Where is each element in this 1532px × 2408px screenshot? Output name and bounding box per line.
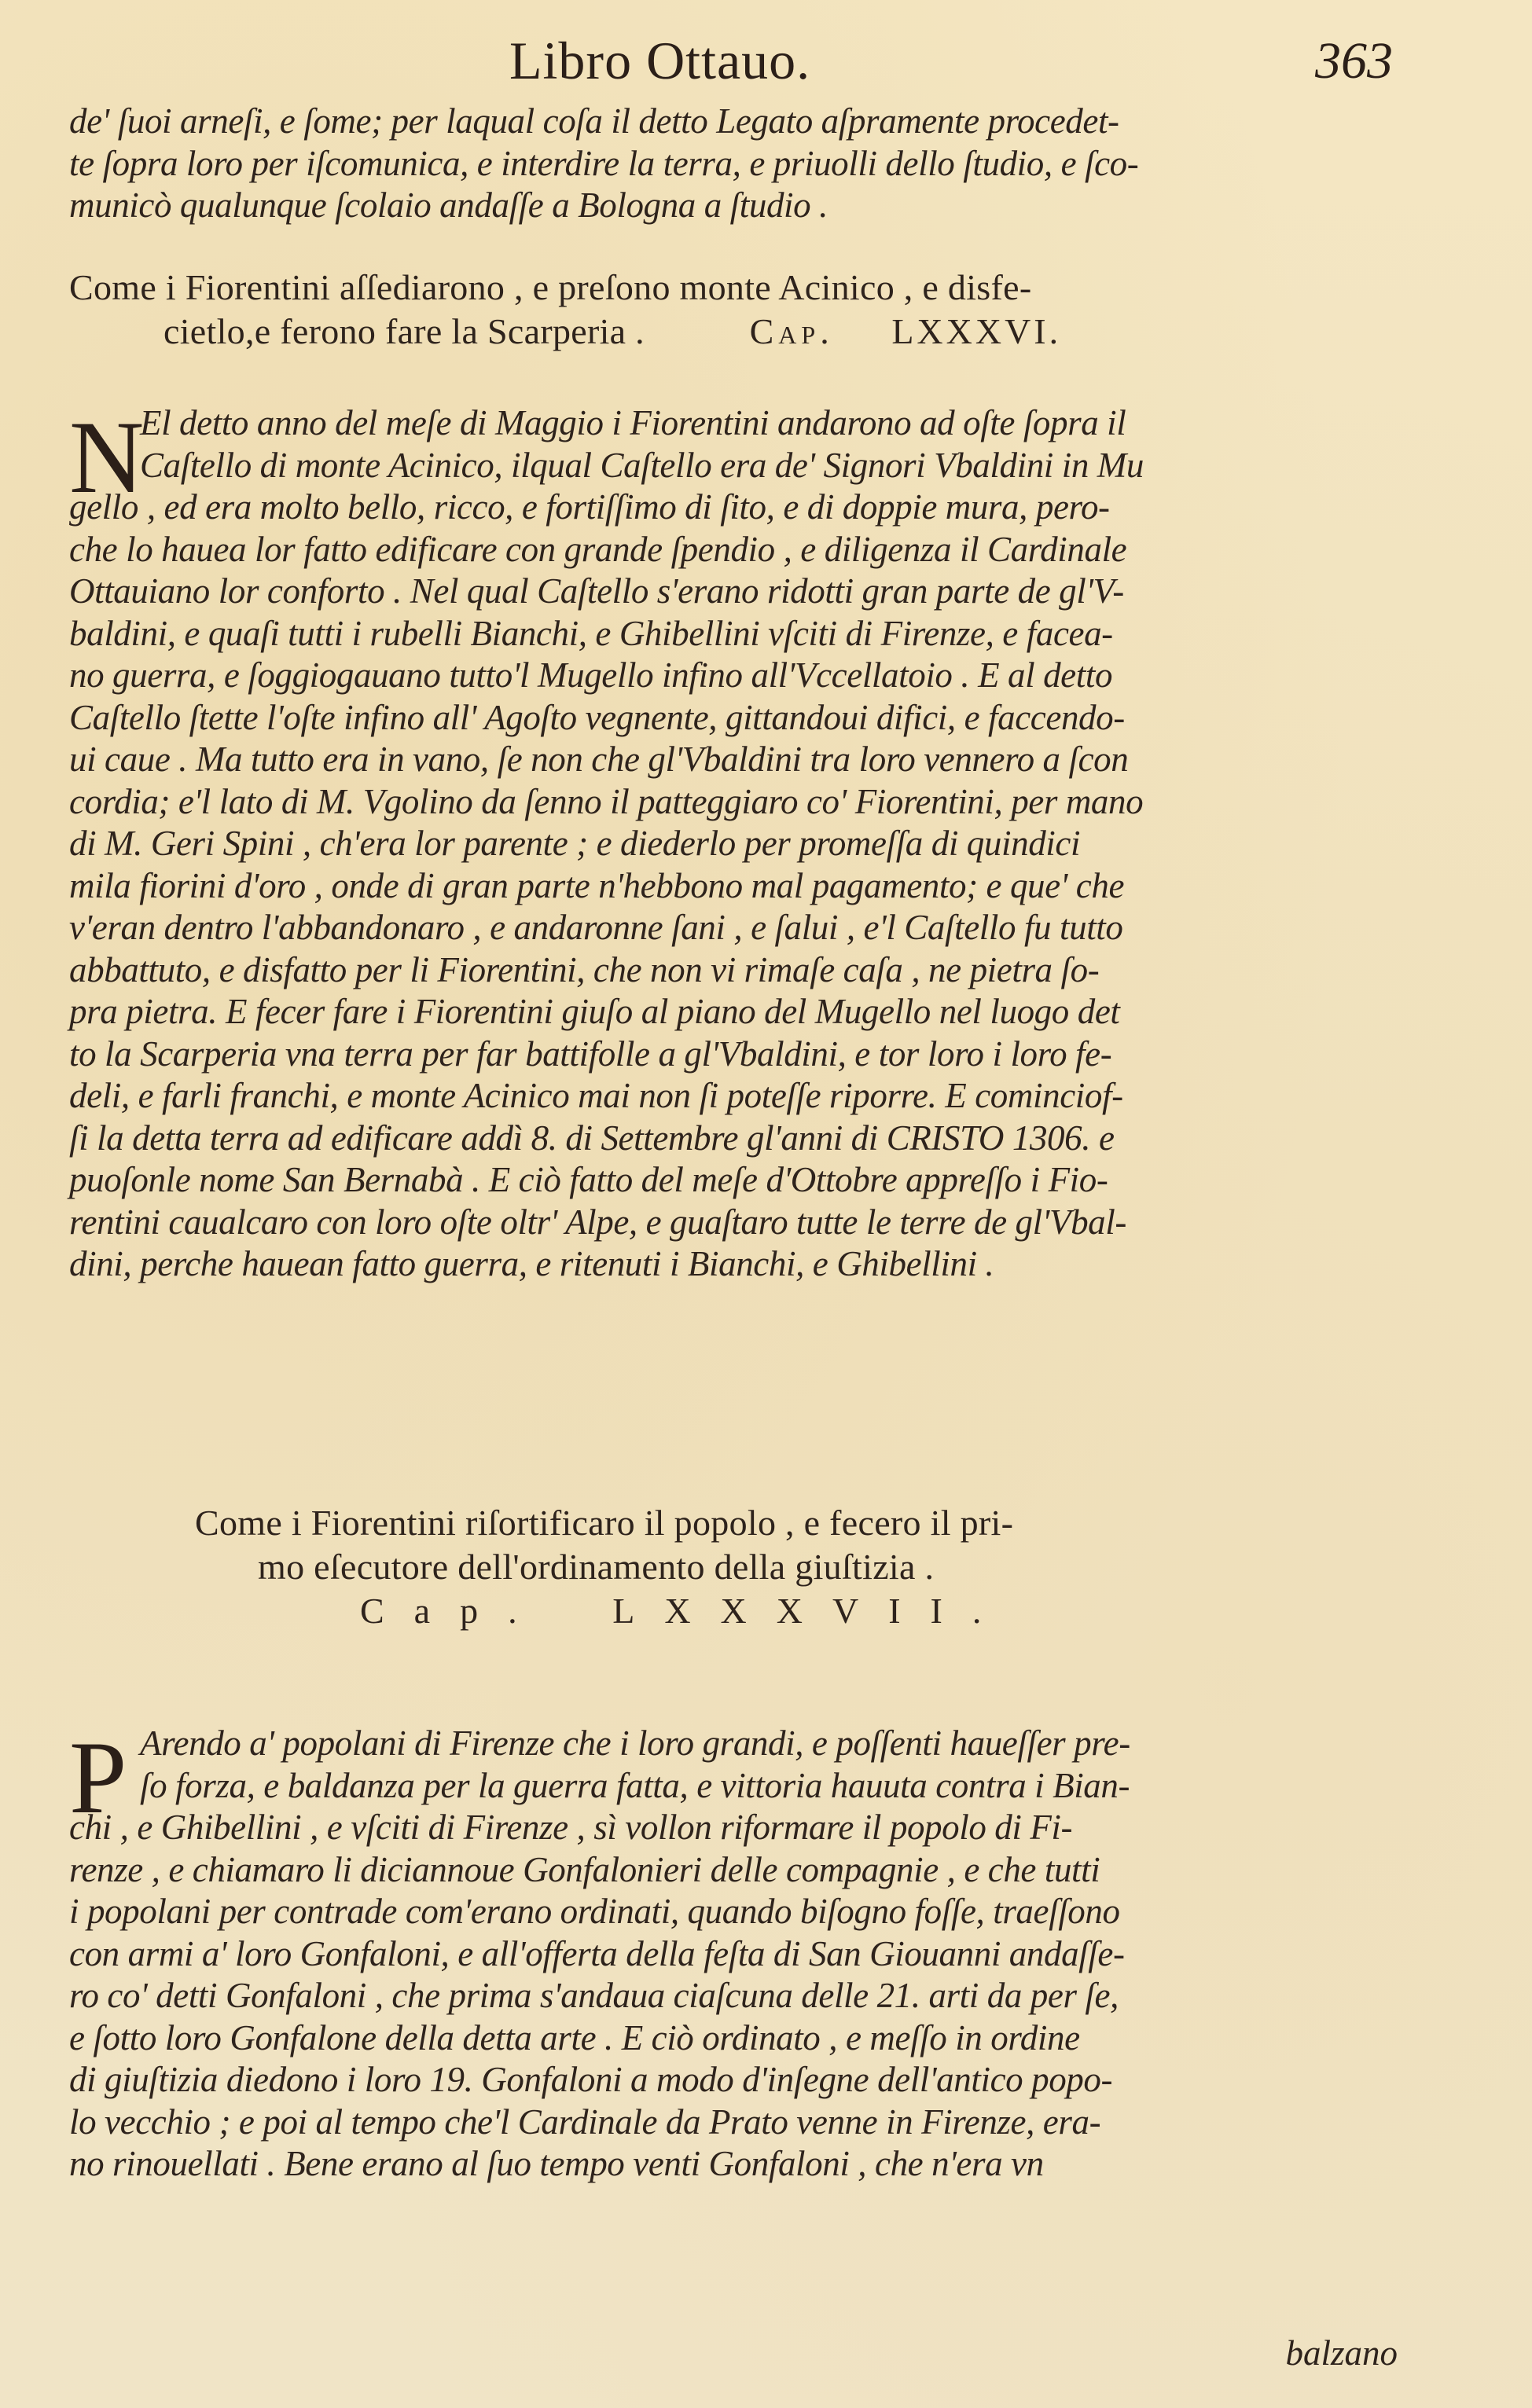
text-line: baldini, e quaſi tutti i rubelli Bianchi, e Ghibellini vſciti di Firenze, e facea- bbox=[69, 613, 1113, 653]
catchword: balzano bbox=[1285, 2333, 1398, 2373]
text-line: gello , ed era molto bello, ricco, e fortiſſimo di ſito, e di doppie mura, pero- bbox=[69, 487, 1110, 527]
text-line: con armi a' loro Gonfaloni, e all'offerta della feſta di San Giouanni andaſſe- bbox=[69, 1933, 1125, 1973]
text-line: di giuſtizia diedono i loro 19. Gonfaloni a modo d'inſegne dell'antico popo- bbox=[69, 2060, 1113, 2099]
continued-paragraph bbox=[69, 101, 1398, 227]
text-line: chi , e Ghibellini , e vſciti di Firenze , sì vollon riformare il popolo di Fi- bbox=[69, 1808, 1073, 1847]
chapter-number: LXXXVII. bbox=[612, 1591, 1012, 1631]
chapter-86-body bbox=[69, 399, 1398, 1286]
text-line: renze , e chiamaro li diciannoue Gonfalonieri delle compagnie , e che tutti bbox=[69, 1849, 1100, 1889]
text-line: puoſonle nome San Bernabà . E ciò fatto del meſe d'Ottobre appreſſo i Fio- bbox=[69, 1160, 1108, 1199]
page-number: 363 bbox=[1315, 32, 1393, 90]
text-line: e ſotto loro Gonfalone della detta arte . E ciò ordinato , e meſſo in ordine bbox=[69, 2017, 1080, 2057]
heading-text: cietlo,e ferono fare la Scarperia . bbox=[163, 311, 645, 351]
text-line: abbattuto, e disfatto per li Fiorentini, che non vi rimaſe caſa , ne pietra ſo- bbox=[69, 949, 1100, 989]
text-line: di M. Geri Spini , ch'era lor parente ; e diederlo per promeſſa di quindici bbox=[69, 824, 1081, 863]
text-line: no guerra, e ſoggiogauano tutto'l Mugello infino all'Vccellatoio . E al detto bbox=[69, 655, 1113, 695]
chapter-label: Cap. bbox=[360, 1591, 547, 1631]
text-line: ro co' detti Gonfaloni , che prima s'andaua ciaſcuna delle 21. arti da per ſe, bbox=[69, 1976, 1119, 2015]
text-line: pra pietra. E fecer fare i Fiorentini giuſo al piano del Mugello nel luogo det bbox=[69, 992, 1120, 1031]
text-line: cordia; e'l lato di M. Vgolino da ſenno il patteggiaro co' Fiorentini, per mano bbox=[69, 781, 1144, 821]
text-line: lo vecchio ; e poi al tempo che'l Cardinale da Prato venne in Firenze, era- bbox=[69, 2101, 1101, 2142]
chapter-number: LXXXVI. bbox=[891, 311, 1062, 351]
drop-cap: N bbox=[69, 399, 144, 515]
heading-line bbox=[69, 310, 1398, 354]
heading-line: Come i Fiorentini riſortificaro il popolo , e fecero il pri- bbox=[195, 1503, 1014, 1543]
text-line: Caſtello ſtette l'oſte infino all' Agoſto vegnente, gittandoui difici, e faccendo- bbox=[69, 697, 1125, 737]
heading-line: mo eſecutore dell'ordinamento della giuſtizia . bbox=[258, 1547, 935, 1587]
text-line: to la Scarperia vna terra per far battifolle a gl'Vbaldini, e tor loro i loro fe- bbox=[69, 1033, 1112, 1074]
chapter-label: Cap. bbox=[749, 311, 834, 351]
text-line: ui caue . Ma tutto era in vano, ſe non che gl'Vbaldini tra loro vennero a ſcon bbox=[69, 740, 1129, 779]
text-line: che lo hauea lor fatto edificare con grande ſpendio , e diligenza il Cardinale bbox=[69, 529, 1127, 569]
text-line: dini, perche hauean fatto guerra, e ritenuti i Bianchi, e Ghibellini . bbox=[69, 1244, 994, 1283]
text-line: v'eran dentro l'abbandonaro , e andaronne ſani , e ſalui , e'l Caſtello fu tutto bbox=[69, 908, 1123, 947]
text-line: ſi la detta terra ad edificare addì 8. di Settembre gl'anni di CRISTO 1306. e bbox=[69, 1118, 1115, 1158]
drop-cap: P bbox=[69, 1720, 127, 1835]
text-line: de' ſuoi arneſi, e ſome; per laqual coſa il detto Legato aſpramente procedet- bbox=[69, 101, 1119, 141]
heading-line bbox=[163, 1589, 1343, 1633]
text-line: municò qualunque ſcolaio andaſſe a Bologna a ſtudio . bbox=[69, 185, 828, 225]
text-line: Arendo a' popolani di Firenze che i loro grandi, e poſſenti haueſſer pre- bbox=[140, 1723, 1130, 1763]
running-title: Libro Ottauo. bbox=[509, 31, 811, 90]
chapter-86-heading bbox=[69, 266, 1398, 354]
text-line: Caſtello di monte Acinico, ilqual Caſtello era de' Signori Vbaldini in Mu bbox=[140, 445, 1144, 485]
text-line: Ottauiano lor conforto . Nel qual Caſtello s'erano ridotti gran parte de gl'V- bbox=[69, 571, 1124, 611]
text-line: ſo forza, e baldanza per la guerra fatta, e vittoria hauuta contra i Bian- bbox=[140, 1765, 1130, 1805]
text-line: te ſopra loro per iſcomunica, e interdire la terra, e priuolli dello ſtudio, e ſco- bbox=[69, 143, 1139, 183]
text-line: deli, e farli franchi, e monte Acinico mai non ſi poteſſe riporre. E cominciof- bbox=[69, 1076, 1123, 1115]
chapter-87-body bbox=[69, 1720, 1398, 2186]
text-line: no rinouellati . Bene erano al ſuo tempo venti Gonfaloni , che n'era vn bbox=[69, 2144, 1044, 2183]
heading-line: Come i Fiorentini aſſediarono , e preſono monte Acinico , e disfe- bbox=[69, 267, 1032, 307]
text-line: i popolani per contrade com'erano ordinati, quando biſogno foſſe, traeſſono bbox=[69, 1892, 1120, 1931]
chapter-87-heading bbox=[163, 1501, 1343, 1633]
running-head bbox=[69, 30, 1398, 93]
text-line: El detto anno del meſe di Maggio i Fiorentini andarono ad oſte ſopra il bbox=[140, 403, 1126, 442]
text-line: rentini caualcaro con loro oſte oltr' Alpe, e guaſtaro tutte le terre de gl'Vbal- bbox=[69, 1202, 1126, 1242]
text-line: mila fiorini d'oro , onde di gran parte n'hebbono mal pagamento; e que' che bbox=[69, 865, 1125, 905]
